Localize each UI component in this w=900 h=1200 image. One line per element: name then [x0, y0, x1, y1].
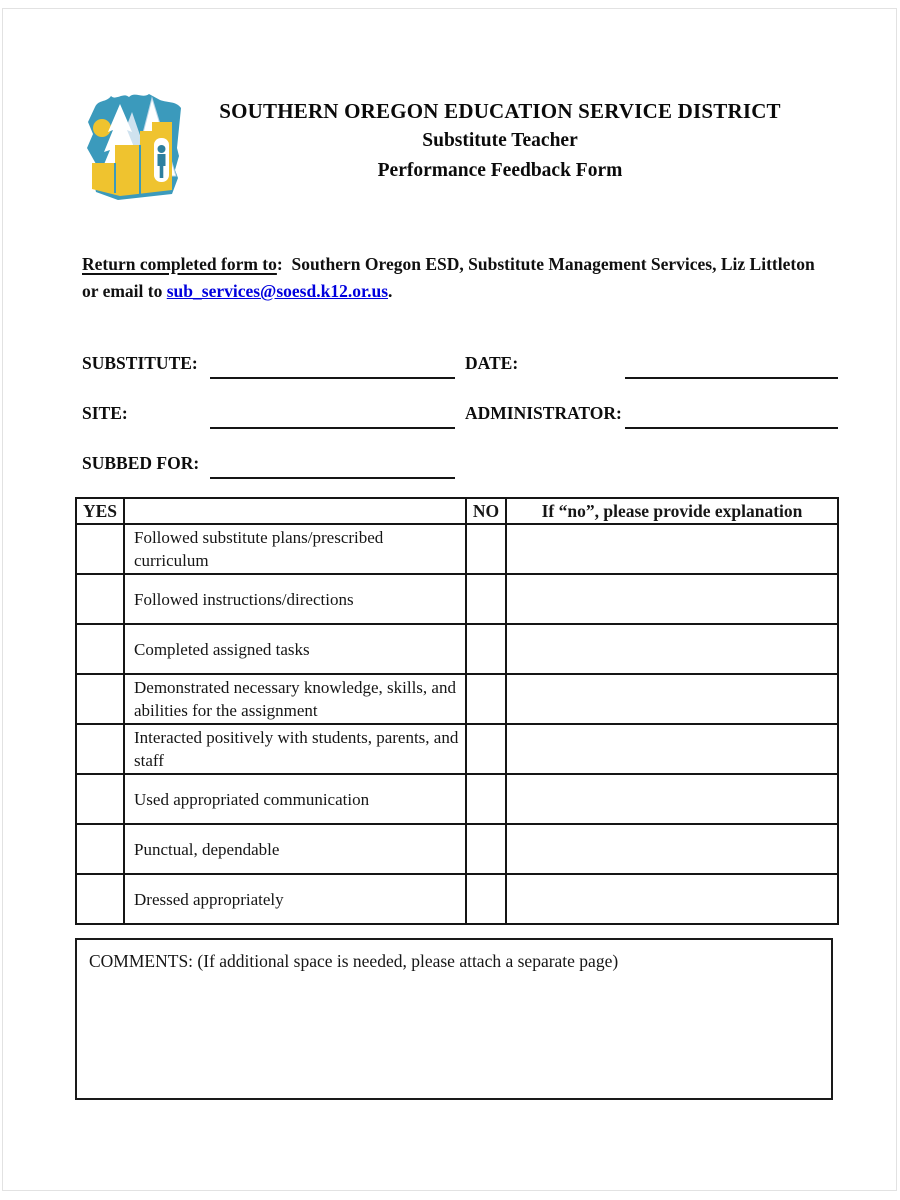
criteria-text: Dressed appropriately — [124, 874, 466, 924]
explanation-cell[interactable] — [506, 774, 838, 824]
no-checkbox-cell[interactable] — [466, 874, 506, 924]
criteria-column-header — [124, 498, 466, 524]
subbed-for-fill-line[interactable] — [210, 456, 455, 479]
yes-checkbox-cell[interactable] — [76, 774, 124, 824]
return-instructions-separator: : — [276, 254, 292, 274]
yes-checkbox-cell[interactable] — [76, 874, 124, 924]
administrator-field-label: ADMINISTRATOR: — [465, 403, 622, 423]
date-fill-line[interactable] — [625, 356, 838, 379]
explanation-cell[interactable] — [506, 674, 838, 724]
substitute-field-label: SUBSTITUTE: — [82, 353, 198, 373]
table-header-row — [76, 498, 838, 524]
yes-checkbox-cell[interactable] — [76, 574, 124, 624]
return-instructions-body: Southern Oregon ESD, Substitute Management Services, Liz Littleton or email to — [82, 254, 820, 301]
criteria-text: Demonstrated necessary knowledge, skills, and abilities for the assignment — [124, 674, 466, 724]
table-row — [76, 724, 838, 774]
yes-checkbox-cell[interactable] — [76, 624, 124, 674]
page-subtitle-1: Substitute Teacher — [422, 130, 578, 151]
criteria-text: Followed substitute plans/prescribed curriculum — [124, 524, 466, 574]
page-subtitle-2: Performance Feedback Form — [377, 160, 623, 181]
yes-checkbox-cell[interactable] — [76, 674, 124, 724]
table-row — [76, 824, 838, 874]
no-checkbox-cell[interactable] — [466, 674, 506, 724]
table-row — [76, 774, 838, 824]
site-field-label: SITE: — [82, 403, 128, 423]
return-instructions-suffix: . — [388, 281, 393, 301]
administrator-fill-line[interactable] — [625, 406, 838, 429]
table-row — [76, 674, 838, 724]
yes-checkbox-cell[interactable] — [76, 524, 124, 574]
no-checkbox-cell[interactable] — [466, 774, 506, 824]
table-row — [76, 624, 838, 674]
explanation-cell[interactable] — [506, 824, 838, 874]
substitute-fill-line[interactable] — [210, 356, 455, 379]
no-checkbox-cell[interactable] — [466, 824, 506, 874]
explanation-cell[interactable] — [506, 624, 838, 674]
criteria-text: Used appropriated communication — [124, 774, 466, 824]
criteria-text: Followed instructions/directions — [124, 574, 466, 624]
subbed-for-field-label: SUBBED FOR: — [82, 453, 200, 473]
no-checkbox-cell[interactable] — [466, 574, 506, 624]
criteria-text: Interacted positively with students, parents, and staff — [124, 724, 466, 774]
no-checkbox-cell[interactable] — [466, 624, 506, 674]
no-column-header: NO — [466, 498, 506, 524]
criteria-text: Completed assigned tasks — [124, 624, 466, 674]
sun-icon — [93, 119, 111, 137]
no-checkbox-cell[interactable] — [466, 724, 506, 774]
criteria-text: Punctual, dependable — [124, 824, 466, 874]
yes-column-header: YES — [76, 498, 124, 524]
table-row — [76, 574, 838, 624]
email-link[interactable]: sub_services@soesd.k12.or.us — [166, 281, 389, 301]
yes-checkbox-cell[interactable] — [76, 724, 124, 774]
explanation-cell[interactable] — [506, 874, 838, 924]
explanation-column-header: If “no”, please provide explanation — [506, 498, 838, 524]
yes-checkbox-cell[interactable] — [76, 824, 124, 874]
date-field-label: DATE: — [465, 353, 519, 373]
comments-label: COMMENTS: (If additional space is needed, please attach a separate page) — [89, 951, 619, 971]
performance-criteria-table — [75, 497, 839, 925]
no-checkbox-cell[interactable] — [466, 524, 506, 574]
table-row — [76, 524, 838, 574]
explanation-cell[interactable] — [506, 524, 838, 574]
site-fill-line[interactable] — [210, 406, 455, 429]
document-heading — [140, 96, 860, 186]
page-title: SOUTHERN OREGON EDUCATION SERVICE DISTRICT — [219, 99, 781, 123]
return-instructions-label: Return completed form to — [82, 254, 277, 274]
explanation-cell[interactable] — [506, 574, 838, 624]
table-row — [76, 874, 838, 924]
explanation-cell[interactable] — [506, 724, 838, 774]
comments-box[interactable] — [75, 938, 833, 1100]
return-instructions — [82, 251, 820, 305]
